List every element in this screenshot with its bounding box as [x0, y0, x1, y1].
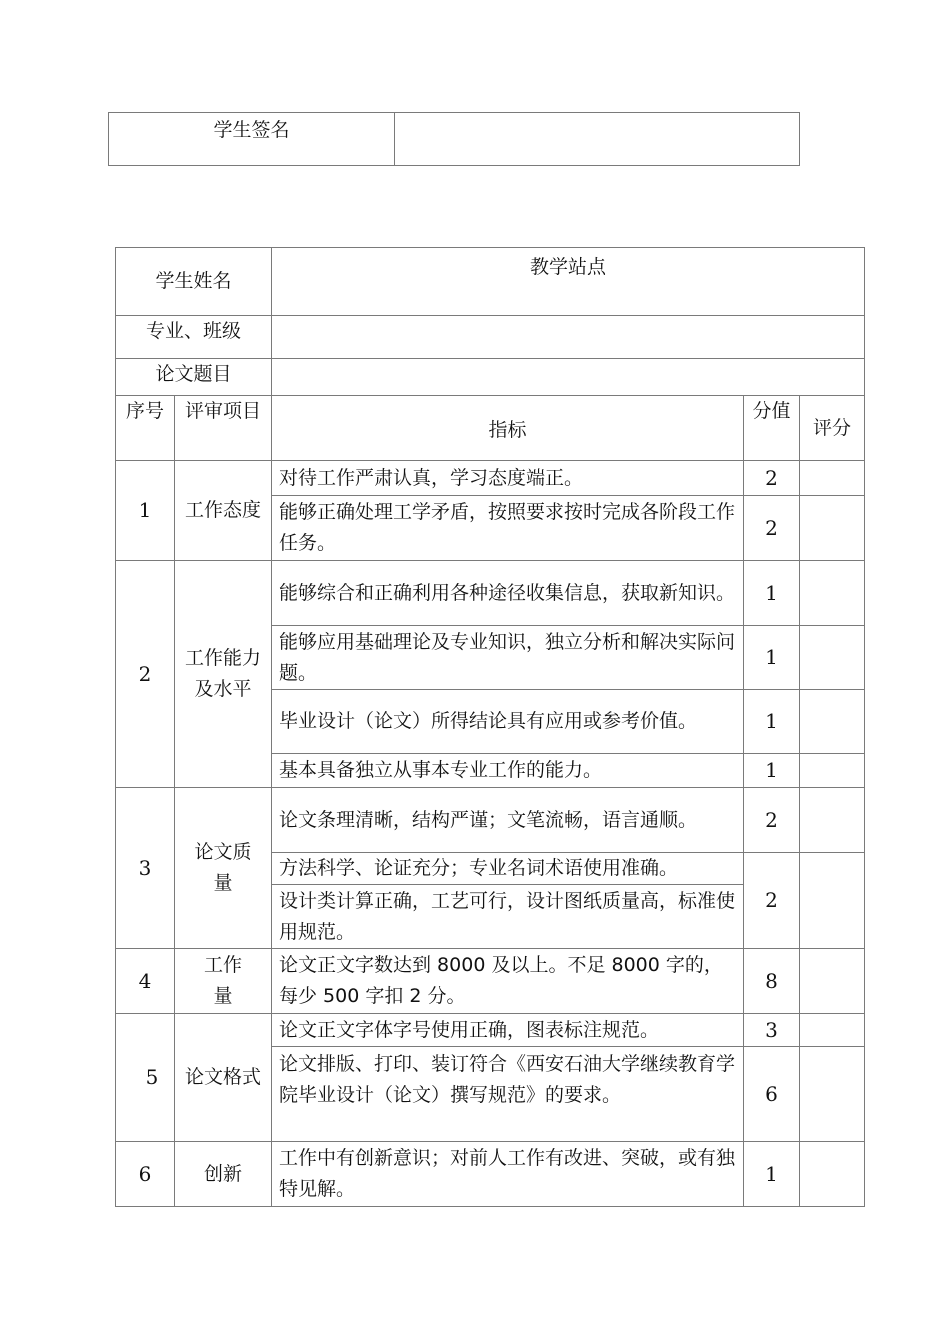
group-seq: 4: [116, 949, 175, 1014]
major-class-row: [116, 316, 865, 359]
table-row: [116, 1142, 865, 1207]
points-value: 2: [744, 461, 800, 496]
points-value: 6: [744, 1047, 800, 1142]
indicator-text: 方法科学、论证充分；专业名词术语使用准确。: [272, 853, 744, 885]
major-class-label: 专业、班级: [116, 316, 272, 359]
indicator-text: 能够应用基础理论及专业知识，独立分析和解决实际问题。: [272, 626, 744, 690]
score-field[interactable]: [800, 690, 865, 754]
col-item-header: 评审项目: [175, 396, 272, 461]
score-field[interactable]: [800, 461, 865, 496]
group-item: 工作能力及水平: [175, 561, 272, 788]
student-name-row: [116, 248, 865, 316]
group-seq: 2: [116, 561, 175, 788]
group-seq: 6: [116, 1142, 175, 1207]
score-field[interactable]: [800, 626, 865, 690]
points-value: 3: [744, 1014, 800, 1047]
indicator-text: 工作中有创新意识；对前人工作有改进、突破，或有独特见解。: [272, 1142, 744, 1207]
indicator-text: 设计类计算正确，工艺可行，设计图纸质量高，标准使用规范。: [272, 885, 744, 949]
thesis-title-row: [116, 359, 865, 396]
score-field[interactable]: [800, 496, 865, 561]
group-seq: 1: [116, 461, 175, 561]
score-field[interactable]: [800, 788, 865, 853]
group-seq: 5: [116, 1014, 175, 1142]
table-row: [116, 1014, 865, 1047]
indicator-text: 能够综合和正确利用各种途径收集信息，获取新知识。: [272, 561, 744, 626]
station-label: 教学站点: [530, 256, 607, 278]
table-row: [116, 461, 865, 496]
signature-field[interactable]: [395, 113, 800, 166]
indicator-text: 论文排版、打印、装订符合《西安石油大学继续教育学院毕业设计（论文）撰写规范》的要求。: [272, 1047, 744, 1142]
col-points-header: 分值: [744, 396, 800, 461]
score-field[interactable]: [800, 754, 865, 788]
table-row: [116, 788, 865, 853]
group-item: 工作量: [175, 949, 272, 1014]
signature-label: 学生签名: [109, 113, 395, 166]
station-cell[interactable]: [272, 248, 865, 316]
indicator-text: 论文正文字体字号使用正确，图表标注规范。: [272, 1014, 744, 1047]
group-seq: 3: [116, 788, 175, 949]
col-score-header: 评分: [800, 396, 865, 461]
points-value: 1: [744, 1142, 800, 1207]
indicator-text: 对待工作严肃认真，学习态度端正。: [272, 461, 744, 496]
indicator-text: 能够正确处理工学矛盾，按照要求按时完成各阶段工作任务。: [272, 496, 744, 561]
indicator-text: 基本具备独立从事本专业工作的能力。: [272, 754, 744, 788]
group-item: 论文质量: [175, 788, 272, 949]
major-class-field[interactable]: [272, 316, 865, 359]
thesis-title-field[interactable]: [272, 359, 865, 396]
student-name-label: 学生姓名: [116, 248, 272, 316]
points-value: 2: [744, 853, 800, 949]
column-header-row: [116, 396, 865, 461]
signature-row: [109, 113, 800, 166]
points-value: 2: [744, 788, 800, 853]
points-value: 1: [744, 561, 800, 626]
group-item: 工作态度: [175, 461, 272, 561]
group-item: 论文格式: [175, 1014, 272, 1142]
score-field[interactable]: [800, 561, 865, 626]
table-row: [116, 949, 865, 1014]
signature-table: [108, 112, 800, 166]
indicator-text: 论文条理清晰，结构严谨；文笔流畅，语言通顺。: [272, 788, 744, 853]
score-field[interactable]: [800, 853, 865, 949]
points-value: 1: [744, 626, 800, 690]
points-value: 8: [744, 949, 800, 1014]
group-item: 创新: [175, 1142, 272, 1207]
score-field[interactable]: [800, 1047, 865, 1142]
score-field[interactable]: [800, 1142, 865, 1207]
table-row: [116, 561, 865, 626]
indicator-text: 毕业设计（论文）所得结论具有应用或参考价值。: [272, 690, 744, 754]
indicator-text: 论文正文字数达到 8000 及以上。不足 8000 字的，每少 500 字扣 2 分。: [272, 949, 744, 1014]
score-field[interactable]: [800, 949, 865, 1014]
evaluation-table: [115, 247, 865, 1207]
col-indicator-header: 指标: [272, 396, 744, 461]
points-value: 1: [744, 690, 800, 754]
thesis-title-label: 论文题目: [116, 359, 272, 396]
points-value: 2: [744, 496, 800, 561]
score-field[interactable]: [800, 1014, 865, 1047]
col-seq-header: 序号: [116, 396, 175, 461]
points-value: 1: [744, 754, 800, 788]
